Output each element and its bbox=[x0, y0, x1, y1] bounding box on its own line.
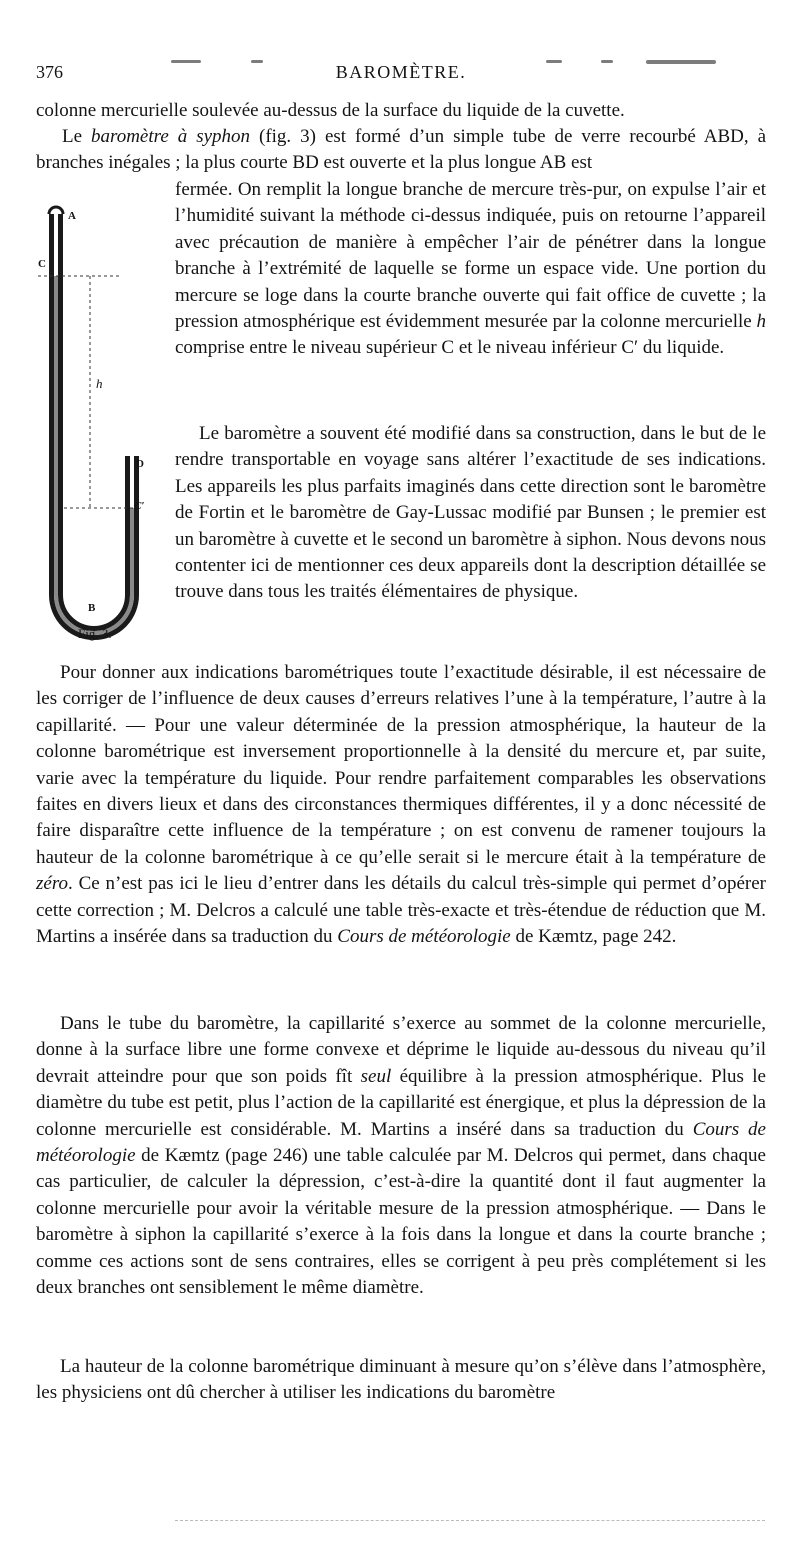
book-title: Cours de météorologie bbox=[337, 926, 511, 948]
print-smudge bbox=[546, 60, 562, 63]
figure-label-b: B bbox=[88, 602, 96, 614]
term-zero: zéro bbox=[36, 873, 69, 895]
figure-label-c-prime: C′ bbox=[134, 500, 145, 512]
page-header bbox=[36, 60, 766, 86]
figure-label-h: h bbox=[96, 376, 103, 391]
figure-label-a: A bbox=[68, 210, 76, 222]
variable-h: h bbox=[756, 311, 766, 333]
paragraph-corrections: Pour donner aux indications barométriques toute l’exactitude désirable, il est nécessaire de les corriger de l’influence de deux causes d’erreurs relatives l’une à la température, l’autre à la capillarité. — Pour une valeur déterminée de la pression atmosphérique, la hauteur de la colonne barométrique est inversement proportionnelle à la densité du mercure et, par suite, varie avec la température du liquide. Pour rendre parfaitement comparables les observations faites en divers lieux et dans des circonstances thermiques différentes, il y a donc nécessité de faire disparaître cette influence de la température ; on est convenu de ramener toujours la hauteur de la colonne barométrique à ce qu’elle serait si le mercure était à la température de zéro. Ce n’est pas ici le lieu d’entrer dans les détails du calcul très-simple qui permet d’opérer cette correction ; M. Delcros a calculé une table très-exacte et très-étendue de réduction que M. Martins a insérée dans sa traduction du Cours de météorologie de Kæmtz, page 242. bbox=[36, 662, 766, 948]
paragraph-altitude: La hauteur de la colonne barométrique diminuant à mesure qu’on s’élève dans l’atmosphère, les physiciens ont dû chercher à utiliser les indications du baromètre bbox=[36, 1356, 766, 1404]
term-seul: seul bbox=[360, 1065, 392, 1087]
paragraph-capillarity: Dans le tube du baromètre, la capillarité s’exerce au sommet de la colonne mercurielle, donne à la surface libre une forme convexe et déprime le liquide au-dessous du niveau qu’il devrait atteindre pour que son poids fît seul équilibre à la pression atmosphérique. Plus le diamètre du tube est petit, plus l’action de la capillarité est énergique, et plus la dépression de la colonne mercurielle est considérable. M. Martins a inséré dans sa traduction du Cours de météorologie de Kæmtz (page 246) une table calculée par M. Delcros qui permet, dans chaque cas particulier, de calculer la dépression, c’est-à-dire la quantité dont il faut augmenter la colonne mercurielle pour avoir la véritable mesure de la pression atmosphérique. — Dans le baromètre à siphon la capillarité s’exerce à la fois dans la longue et dans la courte branche ; comme ces actions sont de sens contraires, elles se corrigent à peu près complétement si les deux branches ont sensiblement le même diamètre. bbox=[36, 1013, 766, 1299]
running-title: BAROMÈTRE. bbox=[335, 62, 467, 82]
print-smudge bbox=[251, 60, 263, 63]
print-smudge bbox=[601, 60, 613, 63]
page-number: 376 bbox=[36, 62, 63, 82]
bottom-print-noise bbox=[175, 1520, 765, 1521]
book-title: Cours de météorologie bbox=[36, 1118, 766, 1167]
syphon-term: baromètre à syphon bbox=[91, 126, 251, 147]
paragraph-continuation: colonne mercurielle soulevée au-dessus de la surface du liquide de la cuvette. bbox=[36, 100, 625, 121]
paragraph-syphon-description: fermée. On remplit la longue branche de mercure très-pur, on expulse l’air et l’humidité suivant la méthode ci-dessus indiquée, puis on retourne l’appareil avec précaution de manière à empêcher l’air de pénétrer dans la longue branche à l’extrémité de laquelle se forme un espace vide. Une portion du mercure se loge dans la courte branche ouverte qui fait office de cuvette ; la pression atmosphérique est évidemment mesurée par la colonne mercurielle h comprise entre le niveau supérieur C et le niveau inférieur C′ du liquide. bbox=[175, 179, 766, 359]
figure-label-c: C bbox=[38, 258, 46, 270]
paragraph-syphon-barometer: Le baromètre à syphon (fig. 3) est formé d’un simple tube de verre recourbé ABD, à branches inégales ; la plus courte BD est ouverte et la plus longue AB est bbox=[36, 126, 766, 174]
figure-syphon-barometer bbox=[24, 200, 164, 650]
print-smudge bbox=[171, 60, 201, 63]
figure-label-d: D bbox=[136, 458, 144, 470]
figure-caption: Fig. 3. bbox=[78, 626, 112, 641]
print-smudge bbox=[646, 60, 716, 64]
paragraph-modifications: Le baromètre a souvent été modifié dans sa construction, dans le but de le rendre transportable en voyage sans altérer l’exactitude de ses indications. Les appareils les plus parfaits imaginés dans cette direction sont le baromètre de Fortin et le baromètre de Gay-Lussac modifié par Bunsen ; le premier est un baromètre à cuvette et le second un baromètre à siphon. Nous devons nous contenter ici de mentionner ces deux appareils dont la description détaillée se trouve dans tous les traités élémentaires de physique. bbox=[175, 423, 766, 603]
